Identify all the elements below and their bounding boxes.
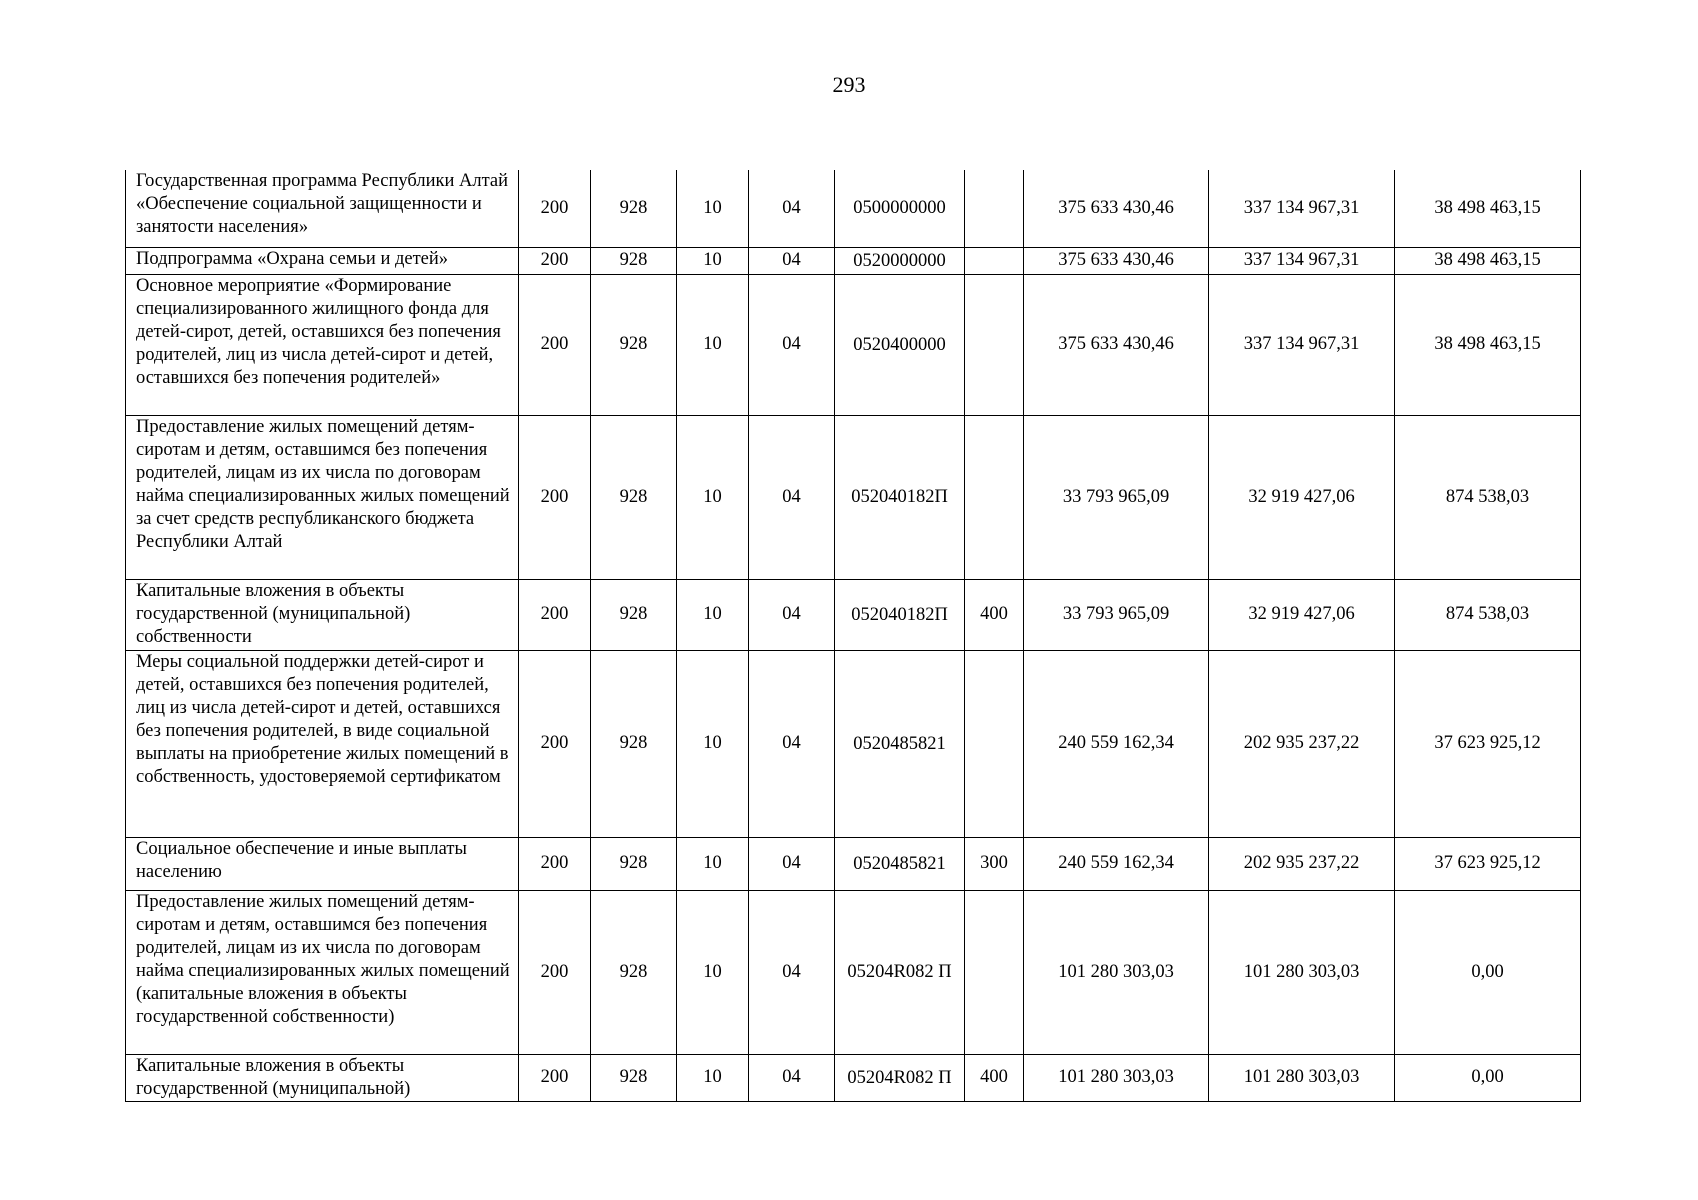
spent-cell: 337 134 967,31 — [1209, 170, 1395, 247]
type-cell — [965, 170, 1024, 247]
type-cell: 400 — [965, 579, 1024, 650]
diff-cell: 874 538,03 — [1395, 415, 1581, 579]
row-name: Подпрограмма «Охрана семьи и детей» — [126, 247, 519, 274]
spent-cell: 202 935 237,22 — [1209, 837, 1395, 890]
total-cell: 375 633 430,46 — [1024, 247, 1209, 274]
diff-cell: 37 623 925,12 — [1395, 837, 1581, 890]
table-row — [126, 274, 1581, 415]
col4-cell: 04 — [749, 274, 835, 415]
col4-cell: 04 — [749, 579, 835, 650]
row-name: Государственная программа Республики Алтай «Обеспечение социальной защищенности и занятости населения» — [126, 170, 519, 247]
col3-cell: 10 — [677, 274, 749, 415]
col3-cell: 10 — [677, 579, 749, 650]
col1-cell: 200 — [519, 837, 591, 890]
table-row — [126, 890, 1581, 1054]
total-cell: 375 633 430,46 — [1024, 274, 1209, 415]
code-cell: 0520485821 — [835, 650, 965, 837]
col4-cell: 04 — [749, 247, 835, 274]
col1-cell: 200 — [519, 1054, 591, 1101]
col3-cell: 10 — [677, 170, 749, 247]
diff-cell: 38 498 463,15 — [1395, 274, 1581, 415]
col1-cell: 200 — [519, 415, 591, 579]
table-row — [126, 170, 1581, 247]
type-cell — [965, 890, 1024, 1054]
code-cell: 052040182П — [835, 579, 965, 650]
total-cell: 101 280 303,03 — [1024, 1054, 1209, 1101]
page-number: 293 — [832, 72, 866, 97]
diff-cell: 38 498 463,15 — [1395, 170, 1581, 247]
row-name: Меры социальной поддержки детей-сирот и детей, оставшихся без попечения родителей, лиц из числа детей-сирот и детей, оставшихся без попечения родителей, в виде социальной выплаты на приобретение жилых помещений в собственность, удостоверяемой сертификатом — [126, 650, 519, 837]
col2-cell: 928 — [591, 1054, 677, 1101]
col3-cell: 10 — [677, 890, 749, 1054]
code-cell: 05204R082 П — [835, 1054, 965, 1101]
col2-cell: 928 — [591, 837, 677, 890]
col1-cell: 200 — [519, 650, 591, 837]
spent-cell: 32 919 427,06 — [1209, 579, 1395, 650]
col2-cell: 928 — [591, 274, 677, 415]
diff-cell: 38 498 463,15 — [1395, 247, 1581, 274]
col4-cell: 04 — [749, 650, 835, 837]
col4-cell: 04 — [749, 837, 835, 890]
row-name: Капитальные вложения в объекты государственной (муниципальной) собственности — [126, 579, 519, 650]
col3-cell: 10 — [677, 415, 749, 579]
spent-cell: 337 134 967,31 — [1209, 247, 1395, 274]
total-cell: 375 633 430,46 — [1024, 170, 1209, 247]
row-name: Предоставление жилых помещений детям-сиротам и детям, оставшимся без попечения родителей, лицам из их числа по договорам найма специализированных жилых помещений (капитальные вложения в объекты государственной собственности) — [126, 890, 519, 1054]
col4-cell: 04 — [749, 890, 835, 1054]
total-cell: 33 793 965,09 — [1024, 579, 1209, 650]
type-cell — [965, 415, 1024, 579]
table-row — [126, 837, 1581, 890]
table-row — [126, 415, 1581, 579]
spent-cell: 101 280 303,03 — [1209, 1054, 1395, 1101]
code-cell: 0520000000 — [835, 247, 965, 274]
code-cell: 0520485821 — [835, 837, 965, 890]
table-row — [126, 579, 1581, 650]
total-cell: 240 559 162,34 — [1024, 837, 1209, 890]
col3-cell: 10 — [677, 837, 749, 890]
col3-cell: 10 — [677, 650, 749, 837]
type-cell — [965, 650, 1024, 837]
table-row — [126, 1054, 1581, 1101]
row-name: Капитальные вложения в объекты государственной (муниципальной) — [126, 1054, 519, 1101]
spent-cell: 101 280 303,03 — [1209, 890, 1395, 1054]
code-cell: 0500000000 — [835, 170, 965, 247]
type-cell: 400 — [965, 1054, 1024, 1101]
spent-cell: 202 935 237,22 — [1209, 650, 1395, 837]
table-row — [126, 650, 1581, 837]
type-cell — [965, 247, 1024, 274]
col1-cell: 200 — [519, 890, 591, 1054]
total-cell: 33 793 965,09 — [1024, 415, 1209, 579]
code-cell: 0520400000 — [835, 274, 965, 415]
col1-cell: 200 — [519, 274, 591, 415]
col4-cell: 04 — [749, 415, 835, 579]
diff-cell: 0,00 — [1395, 890, 1581, 1054]
budget-table — [125, 170, 1581, 1102]
row-name: Социальное обеспечение и иные выплаты населению — [126, 837, 519, 890]
col2-cell: 928 — [591, 415, 677, 579]
table-row — [126, 247, 1581, 274]
type-cell: 300 — [965, 837, 1024, 890]
col4-cell: 04 — [749, 1054, 835, 1101]
diff-cell: 0,00 — [1395, 1054, 1581, 1101]
col1-cell: 200 — [519, 170, 591, 247]
col2-cell: 928 — [591, 247, 677, 274]
col1-cell: 200 — [519, 579, 591, 650]
total-cell: 101 280 303,03 — [1024, 890, 1209, 1054]
code-cell: 052040182П — [835, 415, 965, 579]
col2-cell: 928 — [591, 650, 677, 837]
code-cell: 05204R082 П — [835, 890, 965, 1054]
type-cell — [965, 274, 1024, 415]
col1-cell: 200 — [519, 247, 591, 274]
total-cell: 240 559 162,34 — [1024, 650, 1209, 837]
col2-cell: 928 — [591, 890, 677, 1054]
diff-cell: 37 623 925,12 — [1395, 650, 1581, 837]
col3-cell: 10 — [677, 247, 749, 274]
spent-cell: 32 919 427,06 — [1209, 415, 1395, 579]
col4-cell: 04 — [749, 170, 835, 247]
col2-cell: 928 — [591, 579, 677, 650]
row-name: Предоставление жилых помещений детям-сиротам и детям, оставшимся без попечения родителей, лицам из их числа по договорам найма специализированных жилых помещений за счет средств республиканского бюджета Республики Алтай — [126, 415, 519, 579]
col2-cell: 928 — [591, 170, 677, 247]
row-name: Основное мероприятие «Формирование специализированного жилищного фонда для детей-сирот, детей, оставшихся без попечения родителей, лиц из числа детей-сирот и детей, оставшихся без попечения родителей» — [126, 274, 519, 415]
diff-cell: 874 538,03 — [1395, 579, 1581, 650]
col3-cell: 10 — [677, 1054, 749, 1101]
spent-cell: 337 134 967,31 — [1209, 274, 1395, 415]
